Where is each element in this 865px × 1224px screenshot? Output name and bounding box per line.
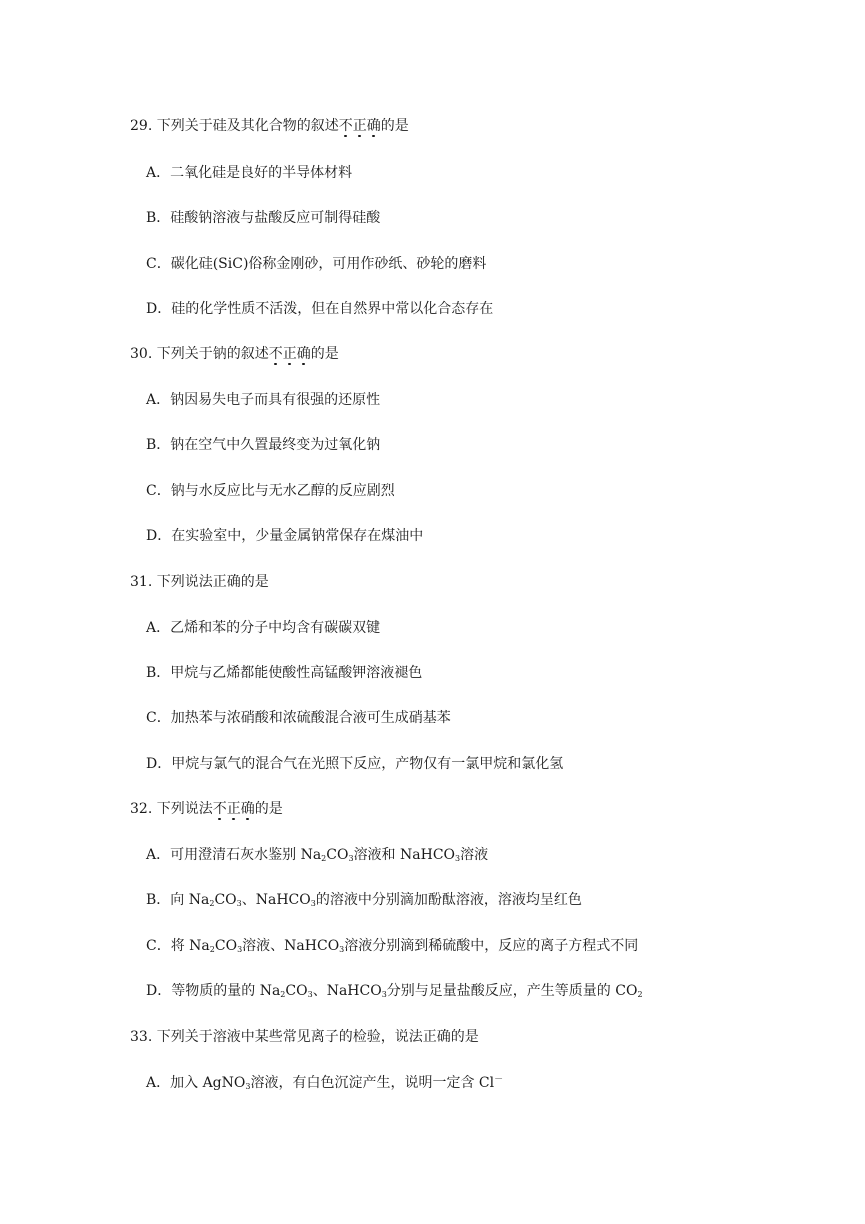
formula-nahco3 (400, 847, 460, 863)
option-text: A．加入 (146, 1075, 203, 1091)
option-text: 的溶液中分别滴加酚酞溶液，溶液均呈红色 (315, 892, 582, 908)
question-32-option-c (146, 936, 638, 956)
emphasis-char: 确 (366, 118, 381, 134)
option-text: 溶液分别滴到稀硫酸中，反应的离子方程式不同 (344, 938, 639, 954)
superscript: － (494, 1075, 504, 1085)
option-text: C．将 (146, 938, 190, 954)
question-30-stem (130, 344, 339, 364)
option-text: A．可用澄清石灰水鉴别 (146, 847, 301, 863)
question-31-option-a: A．乙烯和苯的分子中均含有碳碳双键 (146, 620, 381, 636)
formula-na2co3 (260, 983, 313, 999)
formula-part: AgNO (202, 1075, 246, 1091)
subscript: 3 (236, 899, 242, 908)
stem-text: 下列说法 (156, 801, 213, 817)
option-text: 、 (312, 983, 327, 999)
question-30-option-b: B．钠在空气中久置最终变为过氧化钠 (146, 437, 381, 453)
formula-part: NaHCO (284, 938, 340, 954)
subscript: 3 (348, 854, 354, 863)
formula-na2co3 (189, 892, 242, 908)
question-number: 33. (130, 1029, 153, 1045)
stem-text: 下列关于钠的叙述 (156, 346, 269, 362)
emphasis-char: 正 (282, 346, 297, 362)
question-number: 32. (130, 801, 153, 817)
stem-text: 的是 (254, 801, 283, 817)
formula-na2co3 (301, 847, 354, 863)
question-30-option-c: C．钠与水反应比与无水乙醇的反应剧烈 (146, 483, 395, 499)
subscript: 3 (455, 854, 461, 863)
question-29-option-d: D．硅的化学性质不活泼，但在自然界中常以化合态存在 (146, 301, 494, 317)
formula-nahco3 (284, 938, 344, 954)
option-text: 溶液，有白色沉淀产生，说明一定含 (250, 1075, 479, 1091)
emphasis-char: 不 (212, 801, 227, 817)
question-31-option-d: D．甲烷与氯气的混合气在光照下反应，产物仅有一氯甲烷和氯化氢 (146, 756, 564, 772)
question-29-option-b: B．硅酸钠溶液与盐酸反应可制得硅酸 (146, 210, 381, 226)
formula-part: NaHCO (255, 892, 311, 908)
question-29-stem (130, 116, 409, 136)
subscript: 2 (321, 854, 327, 863)
emphasis-char: 确 (240, 801, 255, 817)
formula-part: CO (214, 938, 238, 954)
subscript: 2 (209, 945, 215, 954)
subscript: 3 (245, 1082, 251, 1091)
option-text: 分别与足量盐酸反应，产生等质量的 (386, 983, 616, 999)
formula-part: CO (615, 983, 638, 999)
stem-text: 的是 (310, 346, 339, 362)
formula-part: Na (189, 938, 210, 954)
question-31-option-b: B．甲烷与乙烯都能使酸性高锰酸钾溶液褪色 (146, 665, 423, 681)
formula-part: CO (285, 983, 308, 999)
formula-part: Na (259, 983, 281, 999)
question-30-option-a: A．钠因易失电子而具有很强的还原性 (146, 392, 381, 408)
emphasis-char: 正 (226, 801, 241, 817)
stem-text: 下列关于硅及其化合物的叙述 (156, 118, 339, 134)
subscript: 3 (339, 945, 345, 954)
question-32-option-a (146, 845, 488, 865)
subscript: 3 (237, 945, 243, 954)
question-32-option-b (146, 890, 582, 910)
question-31-stem (130, 572, 269, 592)
formula-part: CO (326, 847, 349, 863)
chloride-ion (479, 1075, 503, 1091)
subscript: 3 (381, 990, 387, 999)
formula-part: Cl (478, 1075, 495, 1091)
question-number: 30. (130, 346, 153, 362)
option-text: 、 (241, 892, 256, 908)
option-text: D．等物质的量的 (146, 983, 260, 999)
question-32-stem (130, 799, 283, 819)
emphasis-char: 正 (352, 118, 367, 134)
question-32-option-d (146, 981, 643, 1001)
emphasis-char: 确 (296, 346, 311, 362)
question-33-option-a (146, 1073, 503, 1093)
subscript: 3 (307, 990, 313, 999)
question-29-option-c: C．碳化硅(SiC)俗称金刚砂，可用作砂纸、砂轮的磨料 (146, 256, 487, 272)
option-text: B．向 (146, 892, 189, 908)
question-number: 29. (130, 118, 153, 134)
question-33-stem (130, 1027, 479, 1047)
stem-text: 的是 (380, 118, 409, 134)
question-number: 31. (130, 574, 153, 590)
option-text: 溶液 (460, 847, 489, 863)
question-31-option-c: C．加热苯与浓硝酸和浓硫酸混合液可生成硝基苯 (146, 710, 451, 726)
subscript: 3 (310, 899, 316, 908)
stem-text: 下列关于溶液中某些常见离子的检验，说法正确的是 (156, 1029, 479, 1045)
question-29-option-a: A．二氧化硅是良好的半导体材料 (146, 165, 353, 181)
formula-part: Na (188, 892, 210, 908)
formula-co2 (615, 983, 642, 999)
option-text: 溶液、 (242, 938, 285, 954)
formula-na2co3 (189, 938, 242, 954)
formula-part: CO (214, 892, 237, 908)
formula-agno3 (203, 1075, 251, 1091)
formula-part: Na (300, 847, 322, 863)
formula-nahco3 (327, 983, 387, 999)
emphasis-char: 不 (338, 118, 353, 134)
subscript: 2 (637, 990, 643, 999)
question-30-option-d: D．在实验室中，少量金属钠常保存在煤油中 (146, 528, 424, 544)
stem-text: 下列说法正确的是 (156, 574, 269, 590)
option-text: 溶液和 (353, 847, 401, 863)
formula-nahco3 (256, 892, 316, 908)
formula-part: NaHCO (400, 847, 456, 863)
subscript: 2 (209, 899, 215, 908)
emphasis-char: 不 (268, 346, 283, 362)
subscript: 2 (280, 990, 286, 999)
formula-part: NaHCO (326, 983, 382, 999)
